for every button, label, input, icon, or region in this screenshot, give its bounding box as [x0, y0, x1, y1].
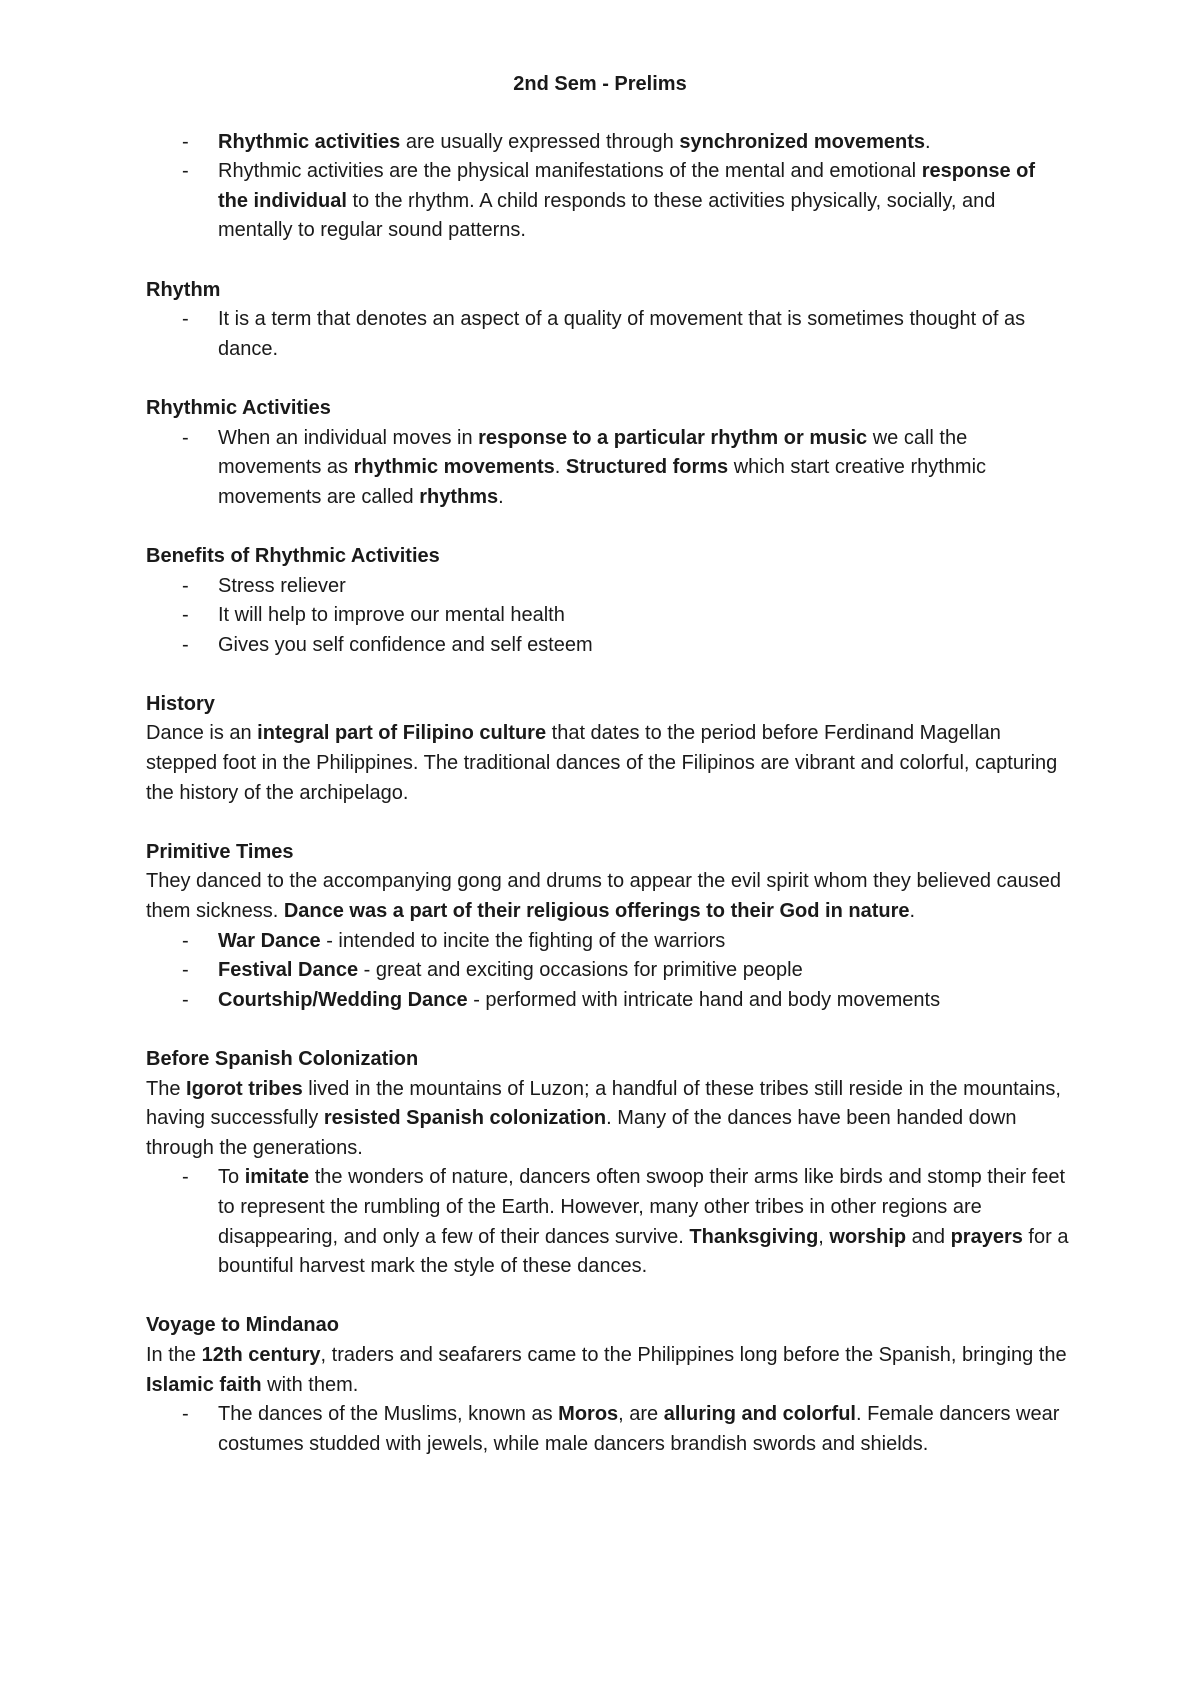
intro-list	[146, 128, 1070, 246]
bold-text: response to a particular rhythm or music	[478, 426, 868, 449]
text-run: When an individual moves in	[218, 426, 479, 449]
text-run: It is a term that denotes an aspect of a quality of movement that is sometimes thought of as dance.	[218, 308, 1026, 360]
intro-section	[146, 128, 1070, 246]
list-item	[218, 1163, 1070, 1281]
bold-text: imitate	[244, 1166, 310, 1189]
text-run: Stress reliever	[218, 574, 346, 597]
bold-text: response of the individual	[218, 160, 1036, 212]
text-run: with them.	[261, 1373, 359, 1396]
section-heading: Voyage to Mindanao	[146, 1314, 339, 1337]
bold-text: Moros	[558, 1403, 619, 1426]
bold-text: Dance was a part of their religious offerings to their God in nature	[283, 900, 910, 923]
list-item	[218, 601, 1070, 631]
text-run: .	[498, 485, 504, 508]
text-run: that dates to the period before Ferdinand Magellan stepped foot in the Philippines. The traditional dances of the Filipinos are vibrant and colorful, capturing the history of the archipelago.	[146, 722, 1058, 804]
text-run: - great and exciting occasions for primitive people	[358, 959, 803, 982]
section-paragraph	[146, 867, 1070, 926]
bold-text: worship	[829, 1225, 907, 1248]
text-run: They danced to the accompanying gong and drums to appear the evil spirit whom they believed caused them sickness.	[146, 870, 1061, 923]
bullet-list	[146, 305, 1070, 364]
text-run: we call the movements as	[218, 426, 968, 479]
bold-text: synchronized movements	[679, 130, 925, 153]
text-run: for a bountiful harvest mark the style of these dances.	[218, 1225, 1069, 1278]
text-run: The dances of the Muslims, known as	[218, 1403, 559, 1426]
text-run: - performed with intricate hand and body movements	[467, 988, 941, 1011]
sections-container	[146, 276, 1070, 1460]
list-item	[218, 305, 1070, 364]
bold-text: Courtship/Wedding Dance	[218, 988, 468, 1011]
text-run: It will help to improve our mental health	[218, 604, 565, 627]
text-run: and	[906, 1225, 951, 1248]
section-heading: Rhythmic Activities	[146, 396, 331, 419]
bold-text: alluring and colorful	[663, 1403, 856, 1426]
bold-text: Thanksgiving	[689, 1225, 819, 1248]
list-item	[218, 572, 1070, 602]
text-run: .	[554, 456, 566, 479]
section-heading: Rhythm	[146, 278, 221, 301]
bold-text: 12th century	[201, 1343, 321, 1366]
bullet-list	[146, 424, 1070, 513]
section-voyage-to-mindanao	[146, 1311, 1070, 1459]
bold-text: rhythms	[419, 485, 499, 508]
text-run: , are	[618, 1403, 664, 1426]
section-heading: History	[146, 692, 215, 715]
section-history	[146, 690, 1070, 808]
text-run: lived in the mountains of Luzon; a handful of these tribes still reside in the mountains, having successfully	[146, 1077, 1061, 1130]
list-item	[218, 631, 1070, 661]
text-run: , traders and seafarers came to the Philippines long before the Spanish, bringing the	[320, 1343, 1067, 1366]
text-run: To	[218, 1166, 245, 1189]
bold-text: War Dance	[218, 929, 321, 952]
section-paragraph	[146, 719, 1070, 808]
page-title: 2nd Sem - Prelims	[513, 73, 687, 95]
text-run: Rhythmic activities are the physical manifestations of the mental and emotional	[218, 160, 922, 183]
section-heading: Primitive Times	[146, 840, 294, 863]
list-item	[218, 1400, 1070, 1459]
bold-text: resisted Spanish colonization	[323, 1107, 607, 1130]
bullet-list	[146, 1163, 1070, 1281]
list-item	[218, 927, 1070, 957]
bullet-list	[146, 927, 1070, 1016]
bold-text: Islamic faith	[146, 1373, 262, 1396]
section-rhythmic-activities	[146, 394, 1070, 512]
text-run: which start creative rhythmic movements are called	[218, 456, 987, 508]
bold-text: rhythmic movements	[353, 456, 555, 479]
bold-text: integral part of Filipino culture	[257, 722, 547, 745]
text-run: ,	[818, 1225, 830, 1248]
section-heading: Before Spanish Colonization	[146, 1048, 419, 1070]
text-run: to the rhythm. A child responds to these activities physically, socially, and mentally to regular sound patterns.	[218, 189, 996, 242]
list-item	[218, 157, 1070, 246]
text-run: .	[924, 130, 931, 153]
bold-text: Festival Dance	[218, 959, 359, 982]
section-rhythm	[146, 276, 1070, 365]
bullet-list	[146, 1400, 1070, 1459]
section-paragraph	[146, 1341, 1070, 1400]
text-run: . Many of the dances have been handed down through the generations.	[146, 1107, 1017, 1159]
text-run: the wonders of nature, dancers often swoop their arms like birds and stomp their feet to represent the rumbling of the Earth. However, many other tribes in other regions are disappearing, and only a few of their dances survive.	[218, 1166, 1066, 1248]
section-primitive-times	[146, 838, 1070, 1016]
section-before-spanish-colonization	[146, 1045, 1070, 1282]
text-run: are usually expressed through	[400, 130, 680, 153]
text-run: The	[146, 1077, 187, 1100]
section-paragraph	[146, 1075, 1070, 1164]
list-item	[218, 956, 1070, 986]
list-item	[218, 128, 1070, 158]
text-run: - intended to incite the fighting of the warriors	[320, 929, 726, 952]
text-run: .	[909, 900, 916, 923]
list-item	[218, 986, 1070, 1016]
bold-text: Structured forms	[565, 456, 729, 479]
section-benefits-of-rhythmic-activities	[146, 542, 1070, 660]
bullet-list	[146, 572, 1070, 661]
text-run: Dance is an	[146, 722, 258, 745]
bold-text: prayers	[950, 1225, 1023, 1248]
section-heading: Benefits of Rhythmic Activities	[146, 544, 440, 567]
bold-text: Rhythmic activities	[218, 130, 401, 153]
text-run: In the	[146, 1343, 202, 1366]
list-item	[218, 424, 1070, 513]
bold-text: Igorot tribes	[186, 1077, 303, 1100]
text-run: . Female dancers wear costumes studded with jewels, while male dancers brandish swords and shields.	[218, 1403, 1060, 1455]
text-run: Gives you self confidence and self esteem	[218, 633, 593, 656]
